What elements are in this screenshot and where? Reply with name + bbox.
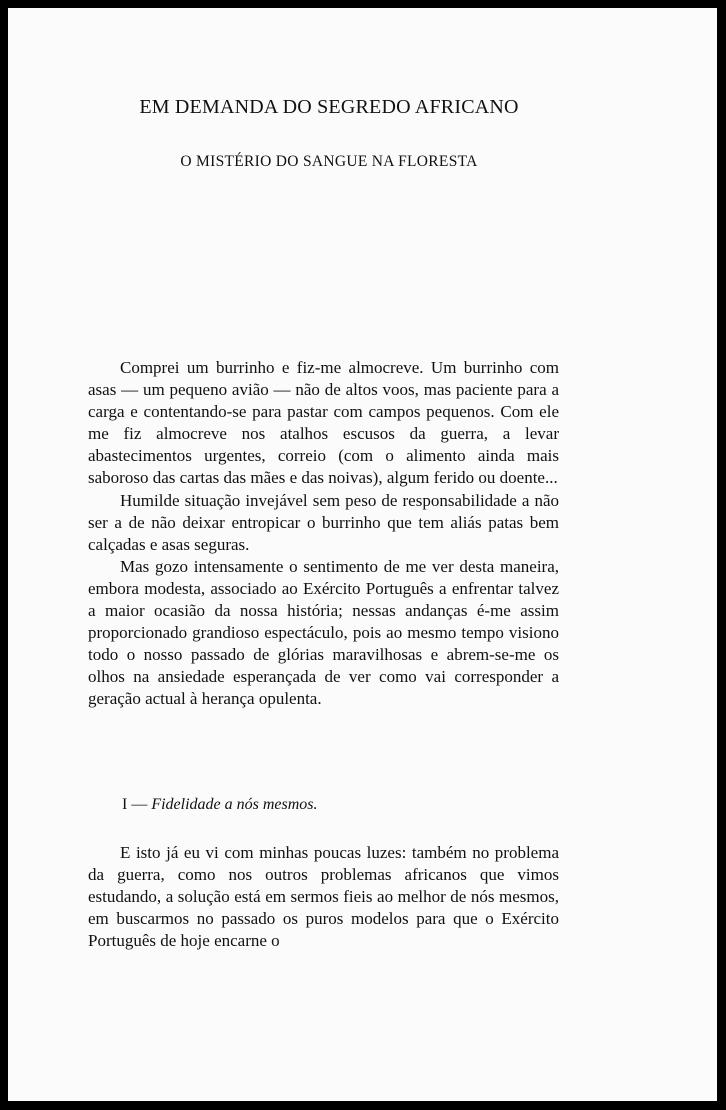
paragraph: Comprei um burrinho e fiz-me almocreve. Um burrinho com asas — um pequeno avião — não de altos voos, mas paciente para a carga e contentando-se para pastar com campos pequenos. Com ele me fiz almocreve nos atalhos escusos da guerra, a levar abastecimentos urgentes, correio (com o alimento ainda mais saboroso das cartas das mães e das noivas), algum ferido ou doente...	[88, 358, 559, 488]
paragraph: Humilde situação invejável sem peso de responsabilidade a não ser a de não deixar entropicar o burrinho que tem aliás patas bem calçadas e asas seguras.	[88, 490, 559, 554]
paragraph: Mas gozo intensamente o sentimento de me ver desta maneira, embora modesta, associado ao Exército Português a enfrentar talvez a maior ocasião da nossa história; nessas andanças é-me assim proporcionado grandioso espectáculo, pois ao mesmo tempo visiono todo o nosso passado de glórias maravilhosas e abrem-se-me os olhos na ansiedade esperançada de ver como vai corresponder a geração actual à herança opulenta.	[88, 556, 559, 709]
page-title: EM DEMANDA DO SEGREDO AFRICANO	[139, 96, 519, 118]
section-text	[88, 842, 559, 952]
document-page	[8, 8, 717, 1101]
section-number: I —	[122, 796, 148, 813]
page-subtitle: O MISTÉRIO DO SANGUE NA FLORESTA	[180, 153, 478, 170]
paragraph: E isto já eu vi com minhas poucas luzes: também no problema da guerra, como nos outros problemas africanos que vimos estudando, a solução está em sermos fieis ao melhor de nós mesmos, em buscarmos no passado os puros modelos para que o Exército Português de hoje encarne o	[88, 843, 559, 951]
section-heading	[122, 796, 318, 814]
section-label: Fidelidade a nós mesmos.	[151, 796, 318, 813]
intro-text	[88, 357, 559, 711]
